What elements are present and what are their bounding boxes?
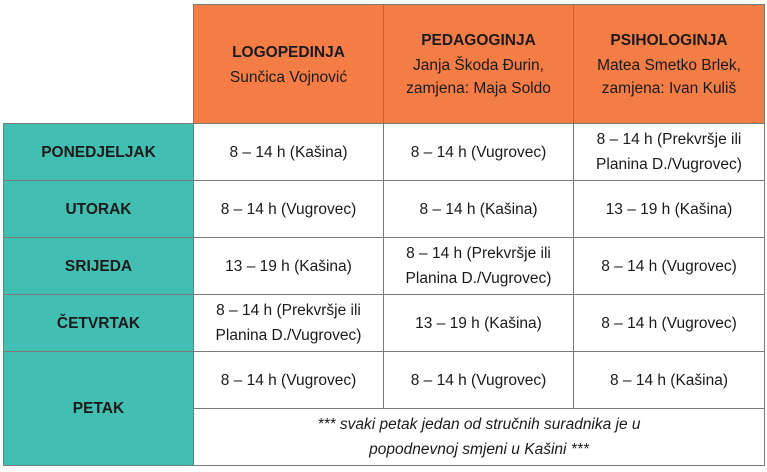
column-staff-name: Matea Smetko Brlek, zamjena: Ivan Kuliš <box>597 57 741 97</box>
schedule-cell: 8 – 14 h (Vugrovec) <box>574 295 765 352</box>
column-staff-name: Janja Škoda Đurin, zamjena: Maja Soldo <box>406 57 551 97</box>
schedule-cell: 8 – 14 h (Vugrovec) <box>384 124 574 181</box>
header-row <box>4 5 765 124</box>
schedule-cell: 8 – 14 h (Prekvršje ili Planina D./Vugrovec) <box>384 238 574 295</box>
column-header-speech-therapist <box>194 5 384 124</box>
day-cell: PONEDJELJAK <box>4 124 194 181</box>
schedule-cell: 8 – 14 h (Vugrovec) <box>194 352 384 409</box>
schedule-cell: 8 – 14 h (Prekvršje ili Planina D./Vugrovec) <box>574 124 765 181</box>
day-cell: ČETVRTAK <box>4 295 194 352</box>
table-row <box>4 181 765 238</box>
table-row <box>4 295 765 352</box>
schedule-cell: 8 – 14 h (Kašina) <box>384 181 574 238</box>
schedule-cell: 8 – 14 h (Vugrovec) <box>384 352 574 409</box>
schedule-cell: 13 – 19 h (Kašina) <box>574 181 765 238</box>
column-role: PEDAGOGINJA <box>421 32 536 49</box>
schedule-cell: 8 – 14 h (Prekvršje ili Planina D./Vugrovec) <box>194 295 384 352</box>
schedule-cell: 8 – 14 h (Kašina) <box>574 352 765 409</box>
friday-note: *** svaki petak jedan od stručnih suradnika je u popodnevnoj smjeni u Kašini *** <box>194 409 765 466</box>
table-row <box>4 352 765 409</box>
corner-cell <box>4 5 194 124</box>
column-role: LOGOPEDINJA <box>232 43 345 61</box>
column-header-psychologist <box>574 5 765 124</box>
schedule-cell: 8 – 14 h (Kašina) <box>194 124 384 181</box>
column-staff-name: Sunčica Vojnović <box>229 68 348 86</box>
day-cell: SRIJEDA <box>4 238 194 295</box>
column-role: PSIHOLOGINJA <box>610 32 728 49</box>
table-row <box>4 238 765 295</box>
table-row <box>4 124 765 181</box>
schedule-cell: 8 – 14 h (Vugrovec) <box>574 238 765 295</box>
schedule-table <box>3 4 765 466</box>
day-cell: UTORAK <box>4 181 194 238</box>
day-cell: PETAK <box>4 352 194 466</box>
schedule-cell: 13 – 19 h (Kašina) <box>194 238 384 295</box>
schedule-cell: 8 – 14 h (Vugrovec) <box>194 181 384 238</box>
schedule-cell: 13 – 19 h (Kašina) <box>384 295 574 352</box>
column-header-pedagogue <box>384 5 574 124</box>
